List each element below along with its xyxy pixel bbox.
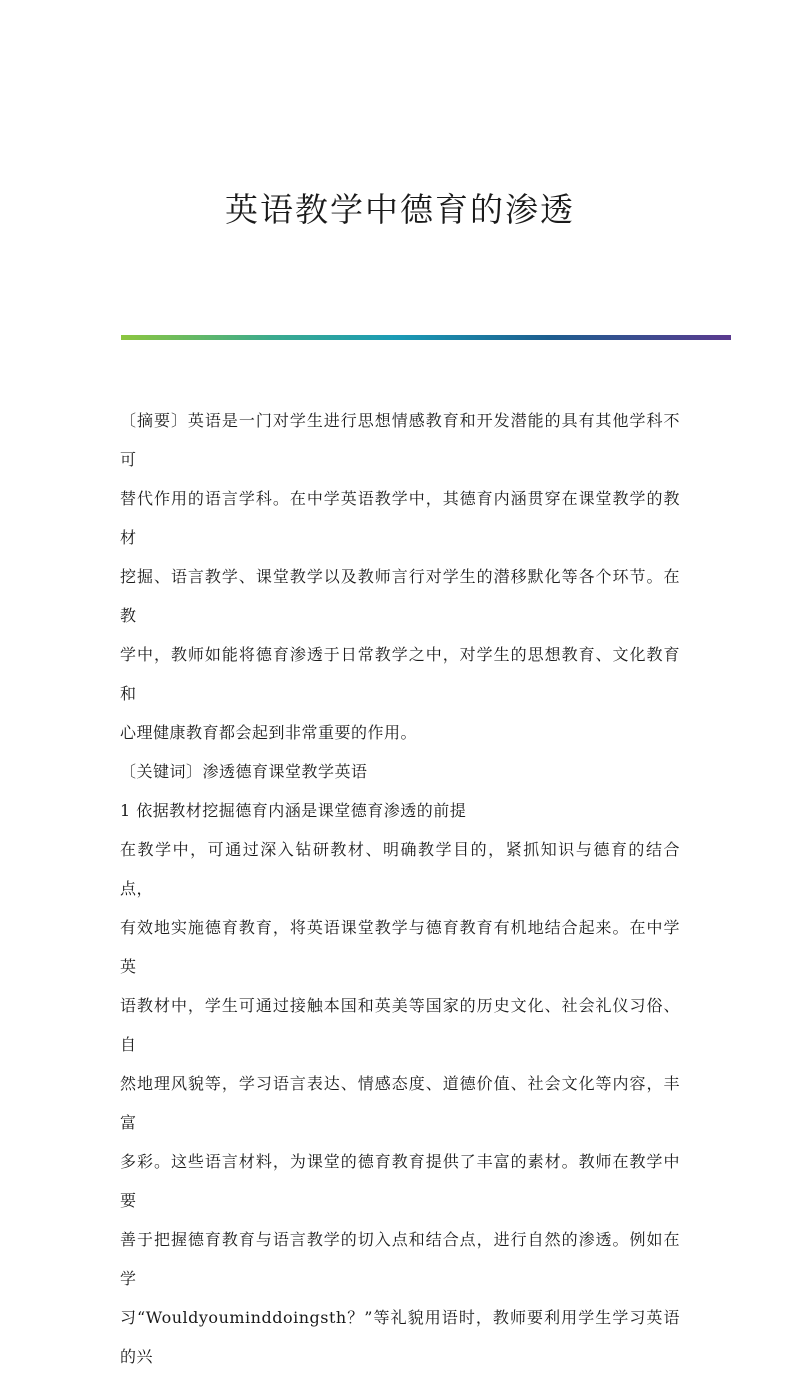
keywords-paragraph <box>120 752 680 791</box>
text-line: 学中，教师如能将德育渗透于日常教学之中，对学生的思想教育、文化教育和 <box>120 645 680 703</box>
text-line: 善于把握德育教育与语言教学的切入点和结合点，进行自然的渗透。例如在学 <box>120 1230 680 1288</box>
text-line: 〔关键词〕渗透德育课堂教学英语 <box>120 762 368 781</box>
text-line: 多彩。这些语言材料，为课堂的德育教育提供了丰富的素材。教师在教学中要 <box>120 1152 680 1210</box>
text-line: 心理健康教育都会起到非常重要的作用。 <box>120 723 418 742</box>
title-divider <box>121 335 731 340</box>
document-title: 英语教学中德育的渗透 <box>225 190 575 229</box>
text-line: 挖掘、语言教学、课堂教学以及教师言行对学生的潜移默化等各个环节。在教 <box>120 567 680 625</box>
abstract-paragraph <box>120 401 680 752</box>
text-line: 语教材中，学生可通过接触本国和英美等国家的历史文化、社会礼仪习俗、自 <box>120 996 680 1054</box>
text-line: 〔摘要〕英语是一门对学生进行思想情感教育和开发潜能的具有其他学科不可 <box>120 411 680 469</box>
text-line: 习“Wouldyouminddoingsth？”等礼貌用语时，教师要利用学生学习英语的兴 <box>120 1308 680 1366</box>
text-line: 替代作用的语言学科。在中学英语教学中，其德育内涵贯穿在课堂教学的教材 <box>120 489 680 547</box>
document-body <box>120 401 680 1376</box>
body-paragraph <box>120 830 680 1376</box>
text-line: 在教学中，可通过深入钻研教材、明确教学目的，紧抓知识与德育的结合点， <box>120 840 680 898</box>
section-heading <box>120 791 680 830</box>
text-line: 然地理风貌等，学习语言表达、情感态度、道德价值、社会文化等内容，丰富 <box>120 1074 680 1132</box>
text-line: 有效地实施德育教育，将英语课堂教学与德育教育有机地结合起来。在中学英 <box>120 918 680 976</box>
text-line: 1 依据教材挖掘德育内涵是课堂德育渗透的前提 <box>120 801 467 820</box>
